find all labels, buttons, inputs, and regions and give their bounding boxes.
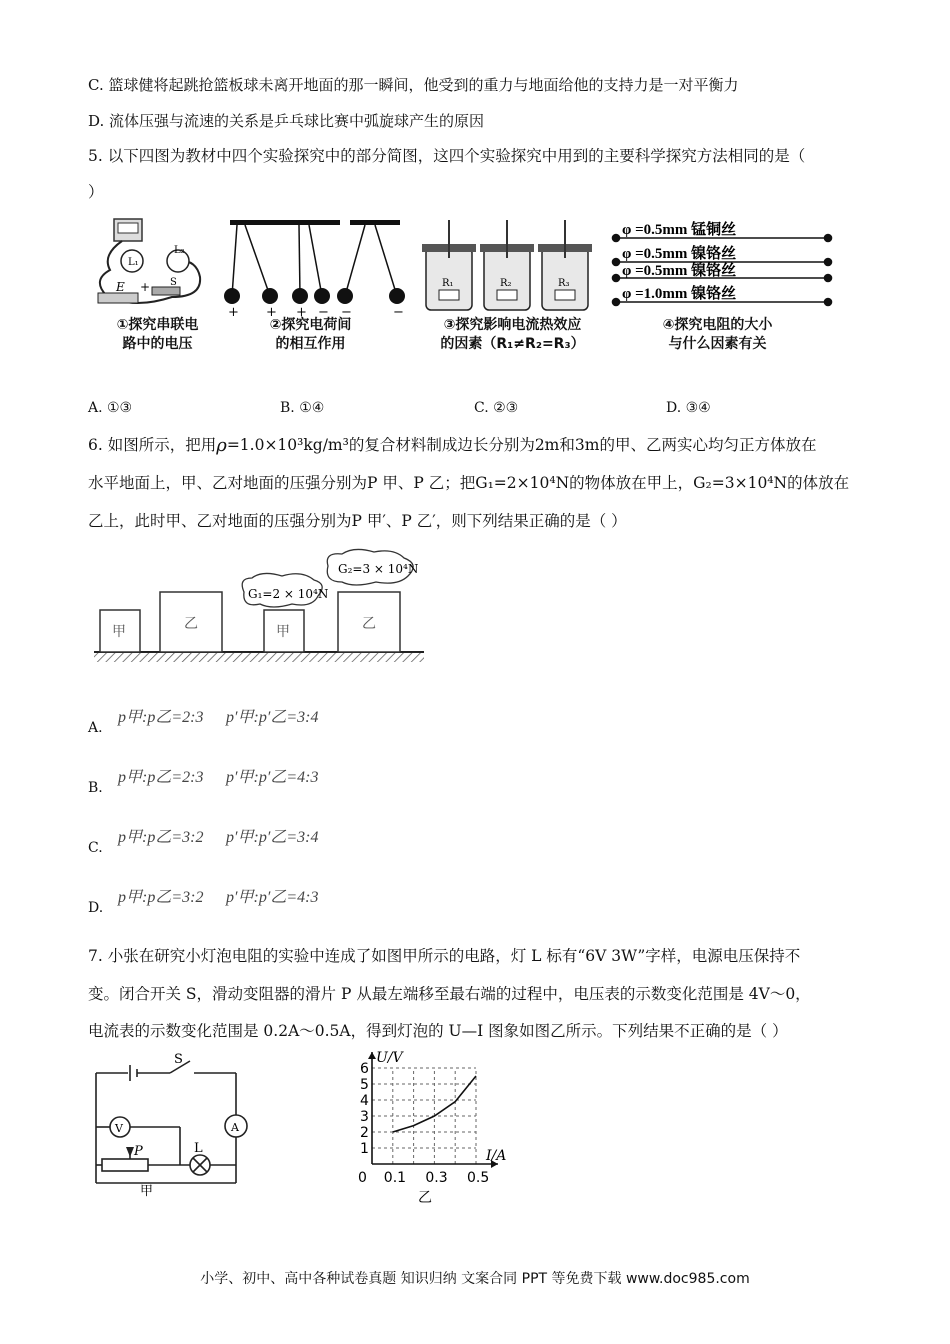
label-r3: R₃ [558, 278, 570, 289]
y-axis-label: U/V [376, 1050, 403, 1066]
caption-3 [420, 316, 605, 354]
q5-figure-circuit [92, 215, 212, 310]
label-s: S [170, 277, 177, 288]
caption-2 [248, 316, 373, 354]
question-5-text: 5. 以下四图为教材中四个实验探究中的部分简图，这四个实验探究中用到的主要科学探究方法相同的是（ [88, 147, 806, 165]
caption-jia: 甲 [140, 1184, 154, 1199]
label-plus: + [140, 280, 151, 294]
x-axis-label: I/A [486, 1148, 507, 1164]
option-d-q4: D. 流体压强与流速的关系是乒乓球比赛中弧旋球产生的原因 [88, 112, 485, 130]
label-r1: R₁ [442, 278, 454, 289]
caption-4-line1: ④探究电阻的大小 [662, 317, 773, 333]
chart-caption: 乙 [418, 1190, 432, 1206]
q6-line1-end: =1.0×10³kg/m³的复合材料制成边长分别为2m和3m的甲、乙两实心均匀正方体放在 [226, 436, 817, 454]
x-tick-label: 0 [358, 1170, 367, 1186]
question-7-line2: 变。闭合开关 S，滑动变阻器的滑片 P 从最左端移至最右端的过程中，电压表的示数变化范围是 4V～0， [88, 985, 811, 1003]
footer-text: 小学、初中、高中各种试卷真题 知识归纳 文案合同 PPT 等免费下载 www.doc985.com [200, 1271, 750, 1287]
label-s: S [174, 1052, 183, 1067]
label-p: P [134, 1144, 143, 1159]
label-l2: L₂ [174, 245, 185, 256]
q5-figure-wires [612, 218, 837, 318]
q6-option-c[interactable]: C. [88, 840, 103, 856]
block-jia-2: 甲 [276, 624, 290, 640]
q6-option-d-ratio1: p甲:p乙=3:2 [118, 889, 204, 906]
ui-chart [352, 1050, 512, 1206]
q6-option-a-ratio1: p甲:p乙=2:3 [118, 709, 204, 726]
caption-2-line2: 的相互作用 [275, 336, 346, 352]
q6-option-b-ratio1: p甲:p乙=2:3 [118, 769, 204, 786]
label-l: L [194, 1141, 203, 1156]
q5-figure-charges [225, 218, 405, 318]
label-l1: L₁ [128, 257, 139, 268]
charge-3: + [296, 305, 307, 320]
wire-label-4: φ =1.0mm 镍铬丝 [622, 286, 737, 302]
x-tick-label: 0.5 [467, 1170, 490, 1186]
question-5-text-end: ） [88, 183, 104, 201]
q5-option-b[interactable]: B. ①④ [280, 400, 325, 416]
caption-4-line2: 与什么因素有关 [668, 336, 767, 352]
q6-option-a[interactable]: A. [88, 720, 103, 736]
x-tick-label: 0.3 [425, 1170, 448, 1186]
q5-option-d[interactable]: D. ③④ [666, 400, 711, 416]
question-6-line2: 水平地面上，甲、乙对地面的压强分别为P 甲、P 乙；把G₁=2×10⁴N的物体放在甲上，G₂=3×10⁴N的体放在 [88, 474, 850, 492]
x-tick-label: 0.1 [383, 1170, 407, 1186]
q6-option-c-ratio1: p甲:p乙=3:2 [118, 829, 204, 846]
block-jia-1: 甲 [112, 624, 126, 640]
y-tick-label: 1 [360, 1141, 369, 1157]
caption-1-line1: ①探究串联电 [116, 317, 199, 333]
wire-label-3: φ =0.5mm 镍铬丝 [622, 263, 737, 279]
q6-option-d[interactable]: D. [88, 900, 104, 916]
charge-1: + [228, 305, 239, 320]
label-v: V [115, 1122, 123, 1135]
caption-2-line1: ②探究电荷间 [269, 317, 352, 333]
caption-3-line1: ③探究影响电流热效应 [443, 317, 582, 333]
q5-figure-jars [420, 218, 600, 318]
charge-5: − [341, 305, 352, 320]
label-r2: R₂ [500, 278, 512, 289]
option-c-q4: C. 篮球健将起跳抢篮板球未离开地面的那一瞬间，他受到的重力与地面给他的支持力是一对平衡力 [88, 76, 739, 94]
q6-option-a-ratio2: p′甲:p′乙=3:4 [226, 709, 319, 726]
label-e: E [116, 280, 125, 294]
q6-option-b[interactable]: B. [88, 780, 103, 796]
q6-figure [92, 548, 427, 668]
q6-option-c-ratio2: p′甲:p′乙=3:4 [226, 829, 319, 846]
y-tick-label: 3 [360, 1109, 369, 1125]
y-tick-label: 4 [360, 1093, 369, 1109]
block-yi-1: 乙 [184, 616, 198, 632]
y-axis-arrow [368, 1052, 376, 1059]
rho-symbol: ρ [216, 435, 227, 456]
caption-3-line2: 的因素（R₁≠R₂=R₃） [440, 336, 585, 352]
cloud-g1: G₁=2 × 10⁴N [248, 587, 329, 601]
question-7-line3: 电流表的示数变化范围是 0.2A～0.5A，得到灯泡的 U—I 图象如图乙所示。下列结果不正确的是（ ） [88, 1022, 788, 1040]
y-tick-label: 5 [360, 1077, 369, 1093]
q5-option-c[interactable]: C. ②③ [474, 400, 519, 416]
charge-6: − [393, 305, 404, 320]
caption-4 [630, 316, 805, 354]
caption-1 [95, 316, 220, 354]
label-a: A [231, 1121, 239, 1134]
cloud-g2: G₂=3 × 10⁴N [338, 562, 419, 576]
wire-label-1: φ =0.5mm 锰铜丝 [622, 222, 737, 238]
charge-2: + [266, 305, 277, 320]
charge-4: − [318, 305, 329, 320]
q6-option-b-ratio2: p′甲:p′乙=4:3 [226, 769, 319, 786]
question-7-line1: 7. 小张在研究小灯泡电阻的实验中连成了如图甲所示的电路，灯 L 标有“6V 3W”字样，电源电压保持不 [88, 947, 801, 965]
y-tick-label: 6 [360, 1061, 369, 1077]
block-yi-2: 乙 [362, 616, 376, 632]
q7-circuit [90, 1052, 250, 1199]
q5-option-a[interactable]: A. ①③ [88, 400, 133, 416]
question-6-line1 [88, 434, 816, 457]
caption-1-line2: 路中的电压 [122, 336, 193, 352]
q6-line1-start: 6. 如图所示，把用 [88, 436, 217, 454]
y-tick-label: 2 [360, 1125, 369, 1141]
wire-label-2: φ =0.5mm 镍铬丝 [622, 246, 737, 262]
q6-option-d-ratio2: p′甲:p′乙=4:3 [226, 889, 319, 906]
question-6-line3: 乙上，此时甲、乙对地面的压强分别为P 甲′、P 乙′，则下列结果正确的是（ ） [88, 512, 627, 530]
